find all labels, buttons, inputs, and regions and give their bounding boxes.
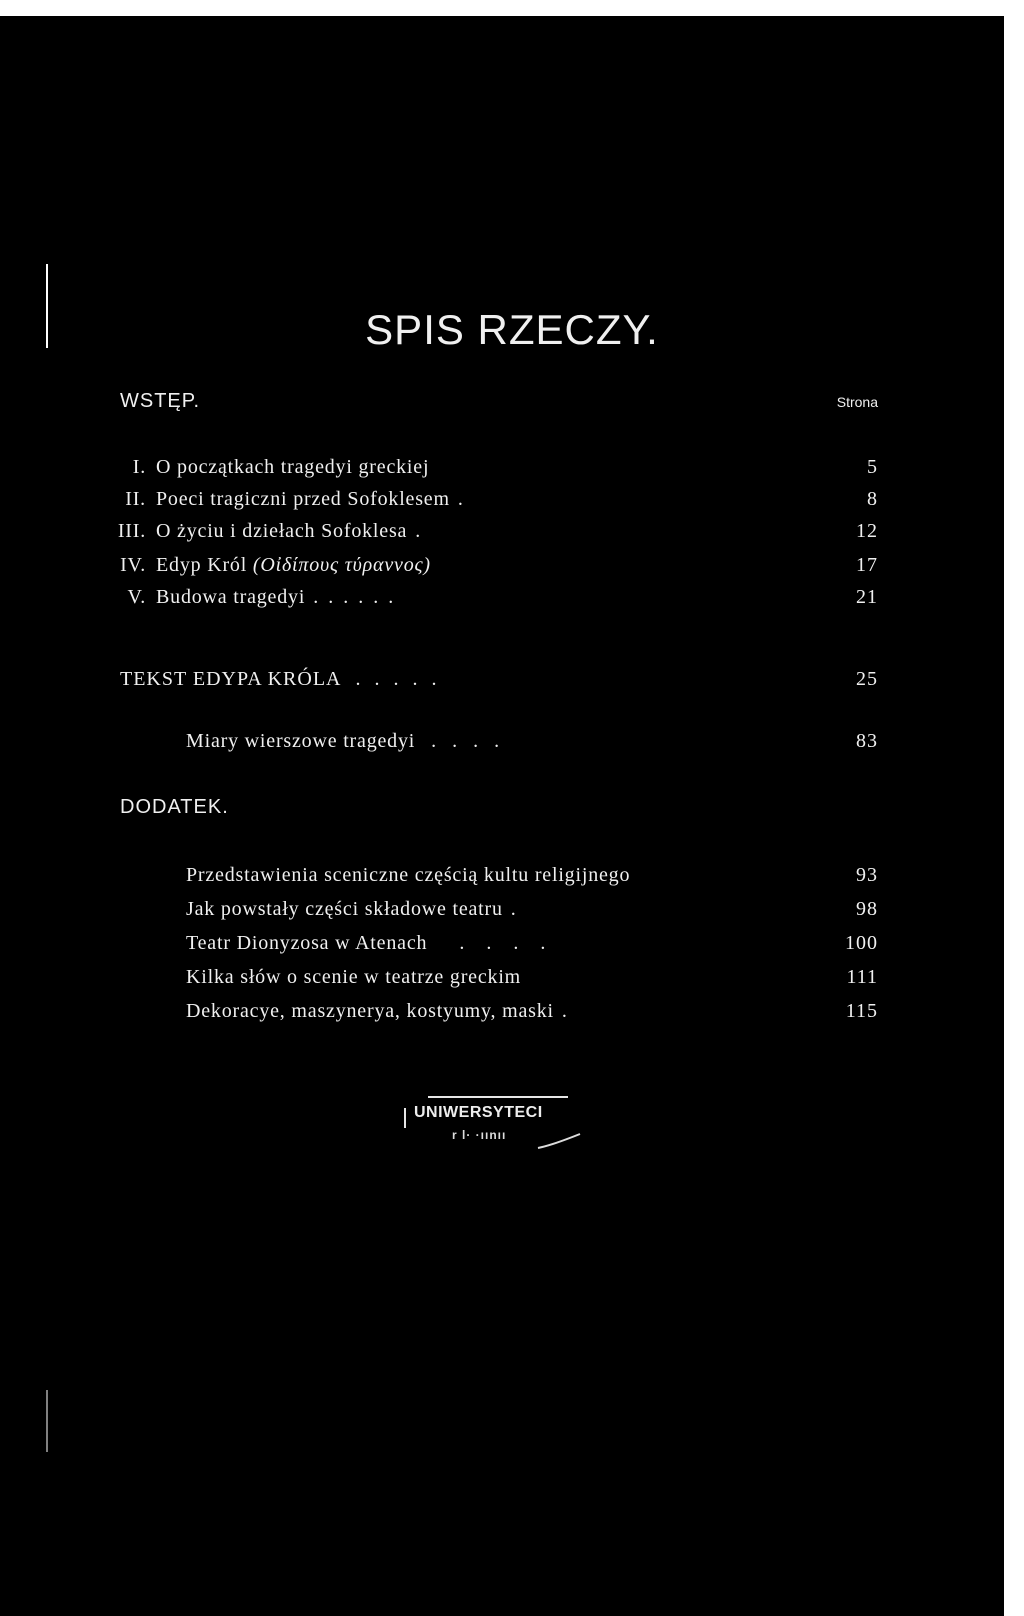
entry-numeral: II.: [125, 488, 146, 510]
entry-title: Kilka słów o scenie w teatrze greckim: [186, 966, 522, 988]
left-edge-mark-lower: [46, 1390, 48, 1452]
toc-entry-miary: [186, 730, 515, 753]
entry-title: Dekoracye, maszynerya, kostyumy, maski: [186, 1000, 554, 1022]
toc-entry: [112, 456, 437, 479]
entry-title: Edyp Król: [156, 554, 248, 576]
library-stamp: [398, 1086, 598, 1166]
stamp-bar: [404, 1108, 406, 1128]
entry-leader-dots: .....: [355, 668, 451, 690]
stamp-text-line1: UNIWERSYTECI: [414, 1104, 543, 1121]
entry-page-number: 111: [846, 966, 878, 988]
toc-entry-tekst: [120, 668, 450, 691]
toc-entry: [186, 898, 526, 921]
entry-leader-dots: ....: [431, 730, 516, 752]
entry-page-number: 25: [856, 668, 878, 690]
entry-page-number: 12: [856, 520, 878, 542]
entry-title: Poeci tragiczni przed Sofoklesem: [156, 488, 450, 510]
toc-entry: [186, 932, 567, 955]
toc-entry: [186, 1000, 577, 1023]
entry-page-number: 17: [856, 554, 878, 576]
entry-page-number: 5: [867, 456, 878, 478]
entry-leader-dots: .: [457, 488, 473, 510]
entry-page-number: 100: [845, 932, 878, 954]
entry-greek-title: (Οἰδίπους τύραννος): [252, 554, 431, 576]
entry-title: O początkach tragedyi greckiej: [156, 456, 430, 478]
entry-numeral: V.: [127, 586, 146, 608]
entry-page-number: 115: [845, 1000, 878, 1022]
stamp-rule: [428, 1096, 568, 1098]
entry-page-number: 93: [856, 864, 878, 886]
entry-title: O życiu i dziełach Sofoklesa: [156, 520, 408, 542]
entry-leader-dots: .: [561, 1000, 577, 1022]
entry-page-number: 83: [856, 730, 878, 752]
entry-numeral: I.: [132, 456, 146, 478]
section-heading-tekst: TEKST EDYPA KRÓLA: [120, 668, 342, 690]
entry-leader-dots: ......: [313, 586, 404, 608]
section-heading-wstep: WSTĘP.: [120, 390, 201, 412]
entry-title: Teatr Dionyzosa w Atenach: [186, 932, 428, 954]
toc-entry: [112, 554, 431, 577]
entry-title: Jak powstały części składowe teatru: [186, 898, 503, 920]
stamp-flourish-icon: [536, 1132, 582, 1152]
toc-entry: [112, 586, 403, 609]
entry-title: Przedstawienia sceniczne częścią kultu religijnego: [186, 864, 631, 886]
entry-title: Budowa tragedyi: [156, 586, 306, 608]
entry-leader-dots: .: [415, 520, 431, 542]
column-header-page: Strona: [836, 394, 878, 410]
scanned-page: [0, 16, 1004, 1616]
entry-page-number: 8: [867, 488, 878, 510]
page-title: SPIS RZECZY.: [365, 306, 659, 353]
stamp-text-line2: r l· ·ıınıı: [452, 1128, 507, 1142]
toc-entry: [186, 864, 638, 887]
toc-entry: [112, 520, 430, 543]
entry-leader-dots: ....: [459, 932, 568, 954]
entry-title: Miary wierszowe tragedyi: [186, 730, 416, 752]
entry-numeral: IV.: [120, 554, 146, 576]
entry-numeral: III.: [117, 520, 146, 542]
entry-leader-dots: .: [510, 898, 526, 920]
entry-page-number: 98: [856, 898, 878, 920]
section-heading-dodatek: DODATEK.: [120, 796, 229, 818]
entry-page-number: 21: [856, 586, 878, 608]
toc-entry: [112, 488, 473, 511]
toc-entry: [186, 966, 529, 989]
